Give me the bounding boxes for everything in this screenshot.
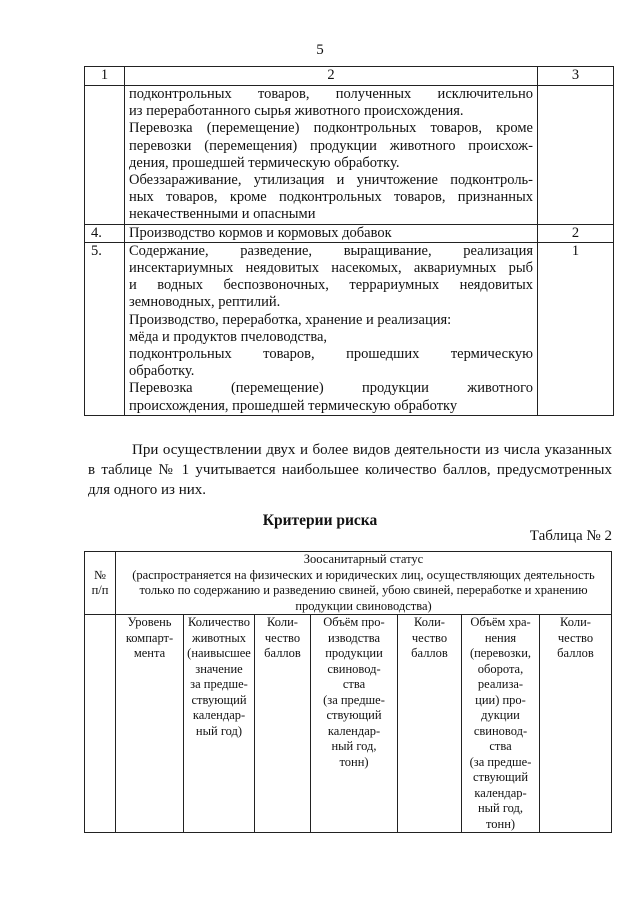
criteria-heading: Критерии риска [262,512,378,529]
column-header-line: реализа- [477,677,524,691]
column-header-line: Коли- [560,615,591,629]
column-header-line: продукции [325,646,383,660]
activity-line: земноводных, рептилий. [129,294,281,311]
table2-subheader-row [85,615,612,833]
column-header-line: ный год, [331,739,377,753]
activity-line: Содержание, разведение, выращивание, реализация [129,242,533,259]
column-header-line: ный год) [195,723,243,738]
activity-line: Перевозка (перемещение) продукции животного [129,380,533,397]
column-header-line: ствующий [472,770,529,784]
column-header-line: Объём хра- [470,615,531,629]
activity-line: Обеззараживание, утилизация и уничтожение подконтроль- [129,172,533,189]
table2-status-header [116,552,612,615]
table2-col-header [311,615,398,833]
column-header-line: тонн) [485,816,516,831]
activity-line: и водных беспозвоночных, террариумных неядовитых [129,277,533,294]
paragraph-line-1: При осуществлении двух и более видов деятельности из числа указанных [132,442,612,458]
column-header-line: Объём про- [323,615,385,629]
table2-col-header [462,615,540,833]
column-header-line: мента [133,646,166,660]
column-header-line: свиновод- [473,723,528,738]
activity-line: подконтрольных товаров, прошедших термическую [129,346,533,363]
activity-score-table [84,66,614,416]
column-header-line: ции) про- [475,692,526,707]
table1-row-number: 4. [85,224,125,242]
column-header-line: баллов [411,646,448,660]
column-header-line: оборота, [477,661,524,676]
column-header-line: ствующий [326,708,382,722]
page-number: 5 [316,42,324,58]
column-header-line: (за предше- [323,692,385,707]
table1-row-activity [125,242,538,415]
table1-row-activity [125,86,538,225]
column-header-line: календар- [192,708,246,722]
table2-col-header [398,615,462,833]
activity-line: ных товаров, кроме подконтрольных товаров, признанных [129,189,533,206]
activity-line: мёда и продуктов пчеловодства, [129,328,328,345]
column-header-line: Коли- [414,615,445,629]
zoosanitary-status-table [84,551,612,833]
column-header-line: баллов [557,646,594,660]
status-description: (распространяется на физических и юридических лиц, осуществляющих деятельность только по содержанию и разведению свиней, убою свиней, переработке и хранению продукции свиноводства) [132,567,595,613]
table1-row-number [85,86,125,225]
column-header-line: значение [195,661,243,676]
column-header-line: дукции [481,708,520,722]
column-header-line: Уровень [127,615,172,629]
activity-line: подконтрольных товаров, полученных исключительно [129,86,533,102]
table2-col-header [184,615,255,833]
column-header-line: за предше- [190,677,248,691]
table1-row [85,224,614,242]
table2-header-row [85,552,612,615]
activity-line: Производство кормов и кормовых добавок [129,224,392,241]
table2-col-header [255,615,311,833]
column-header-line: (наивысшее [187,646,251,660]
activity-line: перевозки (перемещения) продукции животного происхож- [129,137,533,154]
table1-row [85,242,614,415]
column-header-line: животных [191,630,247,645]
column-header-line: Количество [188,615,250,629]
column-header-line: ствующий [191,692,247,707]
activity-line: обработку. [129,363,195,380]
activity-line: некачественными и опасными [129,206,316,223]
activity-line: Перевозка (перемещение) подконтрольных товаров, кроме [129,120,533,137]
table1-header-col1: 1 [85,67,125,86]
table2-col-header [116,615,184,833]
table1-row-score [538,86,614,225]
table1-row-score: 2 [538,224,614,242]
activity-line: происхождения, прошедшей термическую обработку [129,397,458,414]
table1-header-col2: 2 [125,67,538,86]
column-header-line: свиновод- [327,661,381,676]
table1-row-activity [125,224,538,242]
table2-empty-cell [85,615,116,833]
activity-line: Производство, переработка, хранение и реализация: [129,311,452,328]
column-header-line: нения [484,630,517,645]
column-header-line: (за предше- [469,754,532,769]
column-header-line: ства [489,739,512,753]
activity-line: дения, прошедшей термическую обработку. [129,154,400,171]
activity-line: из переработанного сырья животного происхождения. [129,103,464,120]
table1-row-score: 1 [538,242,614,415]
column-header-line: календар- [474,785,527,800]
column-header-line: чество [264,630,301,645]
paragraph-rest: в таблице № 1 учитывается наибольшее количество баллов, предусмотренных для одного из них. [88,462,612,498]
column-header-line: ный год, [477,801,524,815]
column-header-line: компарт- [125,630,174,645]
table1-header-col3: 3 [538,67,614,86]
rownum-header-text: № п/п [91,567,109,597]
column-header-line: (перевозки, [469,646,532,660]
column-header-line: баллов [264,646,301,660]
column-header-line: Коли- [267,615,298,629]
table1-row-number: 5. [85,242,125,415]
table2-label: Таблица № 2 [529,528,612,544]
table2-col-header [540,615,612,833]
column-header-line: тонн) [339,754,369,769]
column-header-line: календар- [327,723,381,738]
activity-line: инсектариумных неядовитых насекомых, аквариумных рыб [129,260,533,277]
column-header-line: ства [342,677,366,691]
body-paragraph [88,440,612,500]
status-title: Зоосанитарный статус [303,552,424,566]
column-header-line: чество [411,630,448,645]
column-header-line: изводства [328,630,380,645]
table1-row [85,86,614,225]
table1-header-row [85,67,614,86]
column-header-line: чество [557,630,594,645]
table2-rownum-header [85,552,116,615]
